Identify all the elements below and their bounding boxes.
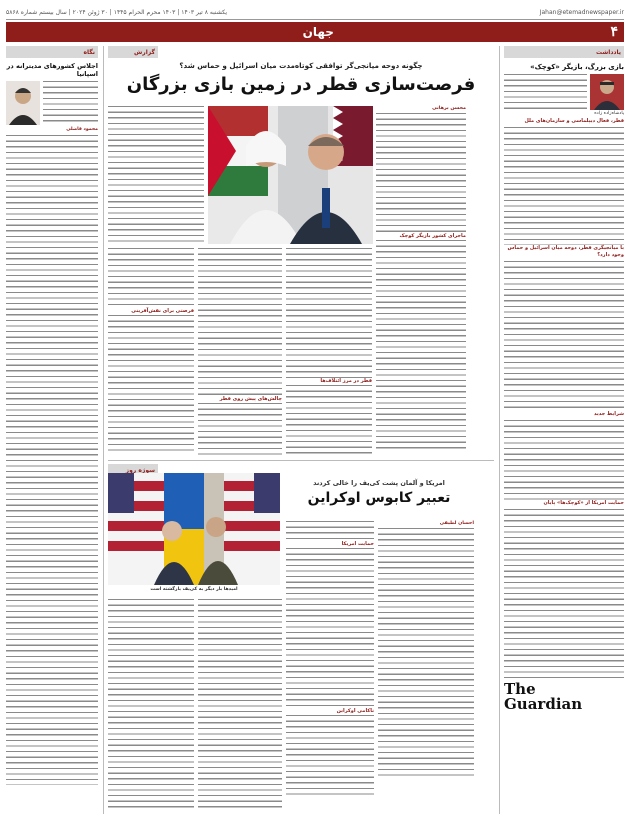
right-column-author: پادشاه‌زاده زاده: [594, 111, 624, 116]
right-column: [504, 46, 624, 814]
lower-kicker: امریکا و آلمان پشت کی‌یف را خالی کردند: [313, 479, 445, 487]
main-story: [108, 46, 494, 456]
masthead-bar: [6, 6, 624, 20]
author-photo: [590, 74, 624, 110]
left-column: [6, 46, 98, 814]
main-subhead-4: چالش‌های پیش روی قطر: [219, 396, 282, 402]
main-author: محسن برهانی: [432, 106, 466, 111]
page-email: Jahan@etemadnewspaper.ir: [539, 9, 624, 16]
main-kicker: چگونه دوحه میانجی‌گر توافقی کوتاه‌مدت میان اسرائیل و حماس شد؟: [179, 61, 423, 70]
lower-photo: [108, 473, 280, 585]
right-subhead-2: با میانجیگری قطر، دوحه میان اسرائیل و حماس وجود دارد؟: [507, 245, 624, 258]
lower-photo-caption: امیدها بار دیگر به کی‌یف بازگشته است: [150, 587, 238, 592]
right-subhead-4: حمایت امریکا از «کوچک‌ها» پایان: [543, 500, 624, 506]
main-headline: فرصت‌سازی قطر در زمین بازی بزرگان: [126, 74, 476, 95]
report-label: گزارش: [108, 46, 158, 58]
main-subhead-1: ماجرای کشور بازیگر کوچک: [399, 233, 466, 239]
logo-line-2: Guardian: [504, 695, 583, 713]
lower-author: احسان لطیفی: [439, 521, 474, 526]
lower-subhead-2: ناکامی اوکراین: [336, 708, 374, 714]
lower-subhead-1: حمایت امریکا: [341, 541, 374, 547]
main-subhead-3: فرصتی برای نقش‌آفرینی: [131, 308, 194, 314]
section-title: جهان: [302, 25, 334, 39]
page-number: ۴: [610, 24, 618, 40]
main-subhead-2: قطر در مرز ائتلاف‌ها: [320, 378, 372, 384]
logo-line-1: The: [504, 680, 536, 698]
date-line: یکشنبه ۸ تیر ۱۴۰۳ | ۱۴۰۳ محرم الحرام ۱۴۴۵ | ۳۰ ژوئن ۲۰۲۴ | سال بیستم شماره ۵۸۶۸: [6, 9, 228, 16]
lower-label: سوژه روز: [108, 464, 158, 476]
left-column-author: محمود فاضلی: [66, 127, 98, 132]
left-author-photo: [6, 81, 40, 125]
right-column-title: بازی بزرگ، بازیگر «کوچک»: [530, 63, 624, 71]
right-subhead-1: قطر، فعال دیپلماسی و سازمان‌های ملل: [524, 118, 624, 124]
left-column-title: اجلاس کشورهای مدیترانه در اسپانیا: [6, 62, 98, 78]
main-photo: [208, 106, 373, 244]
left-column-label: نگاه: [6, 46, 98, 58]
section-bar: [6, 22, 624, 42]
guardian-logo: [504, 682, 624, 712]
right-subhead-3: شرایط جدید: [594, 411, 624, 417]
lower-story: [108, 460, 494, 814]
lower-headline: تعبیر کابوس اوکراین: [307, 490, 451, 506]
right-column-label: یادداشت: [504, 46, 624, 58]
